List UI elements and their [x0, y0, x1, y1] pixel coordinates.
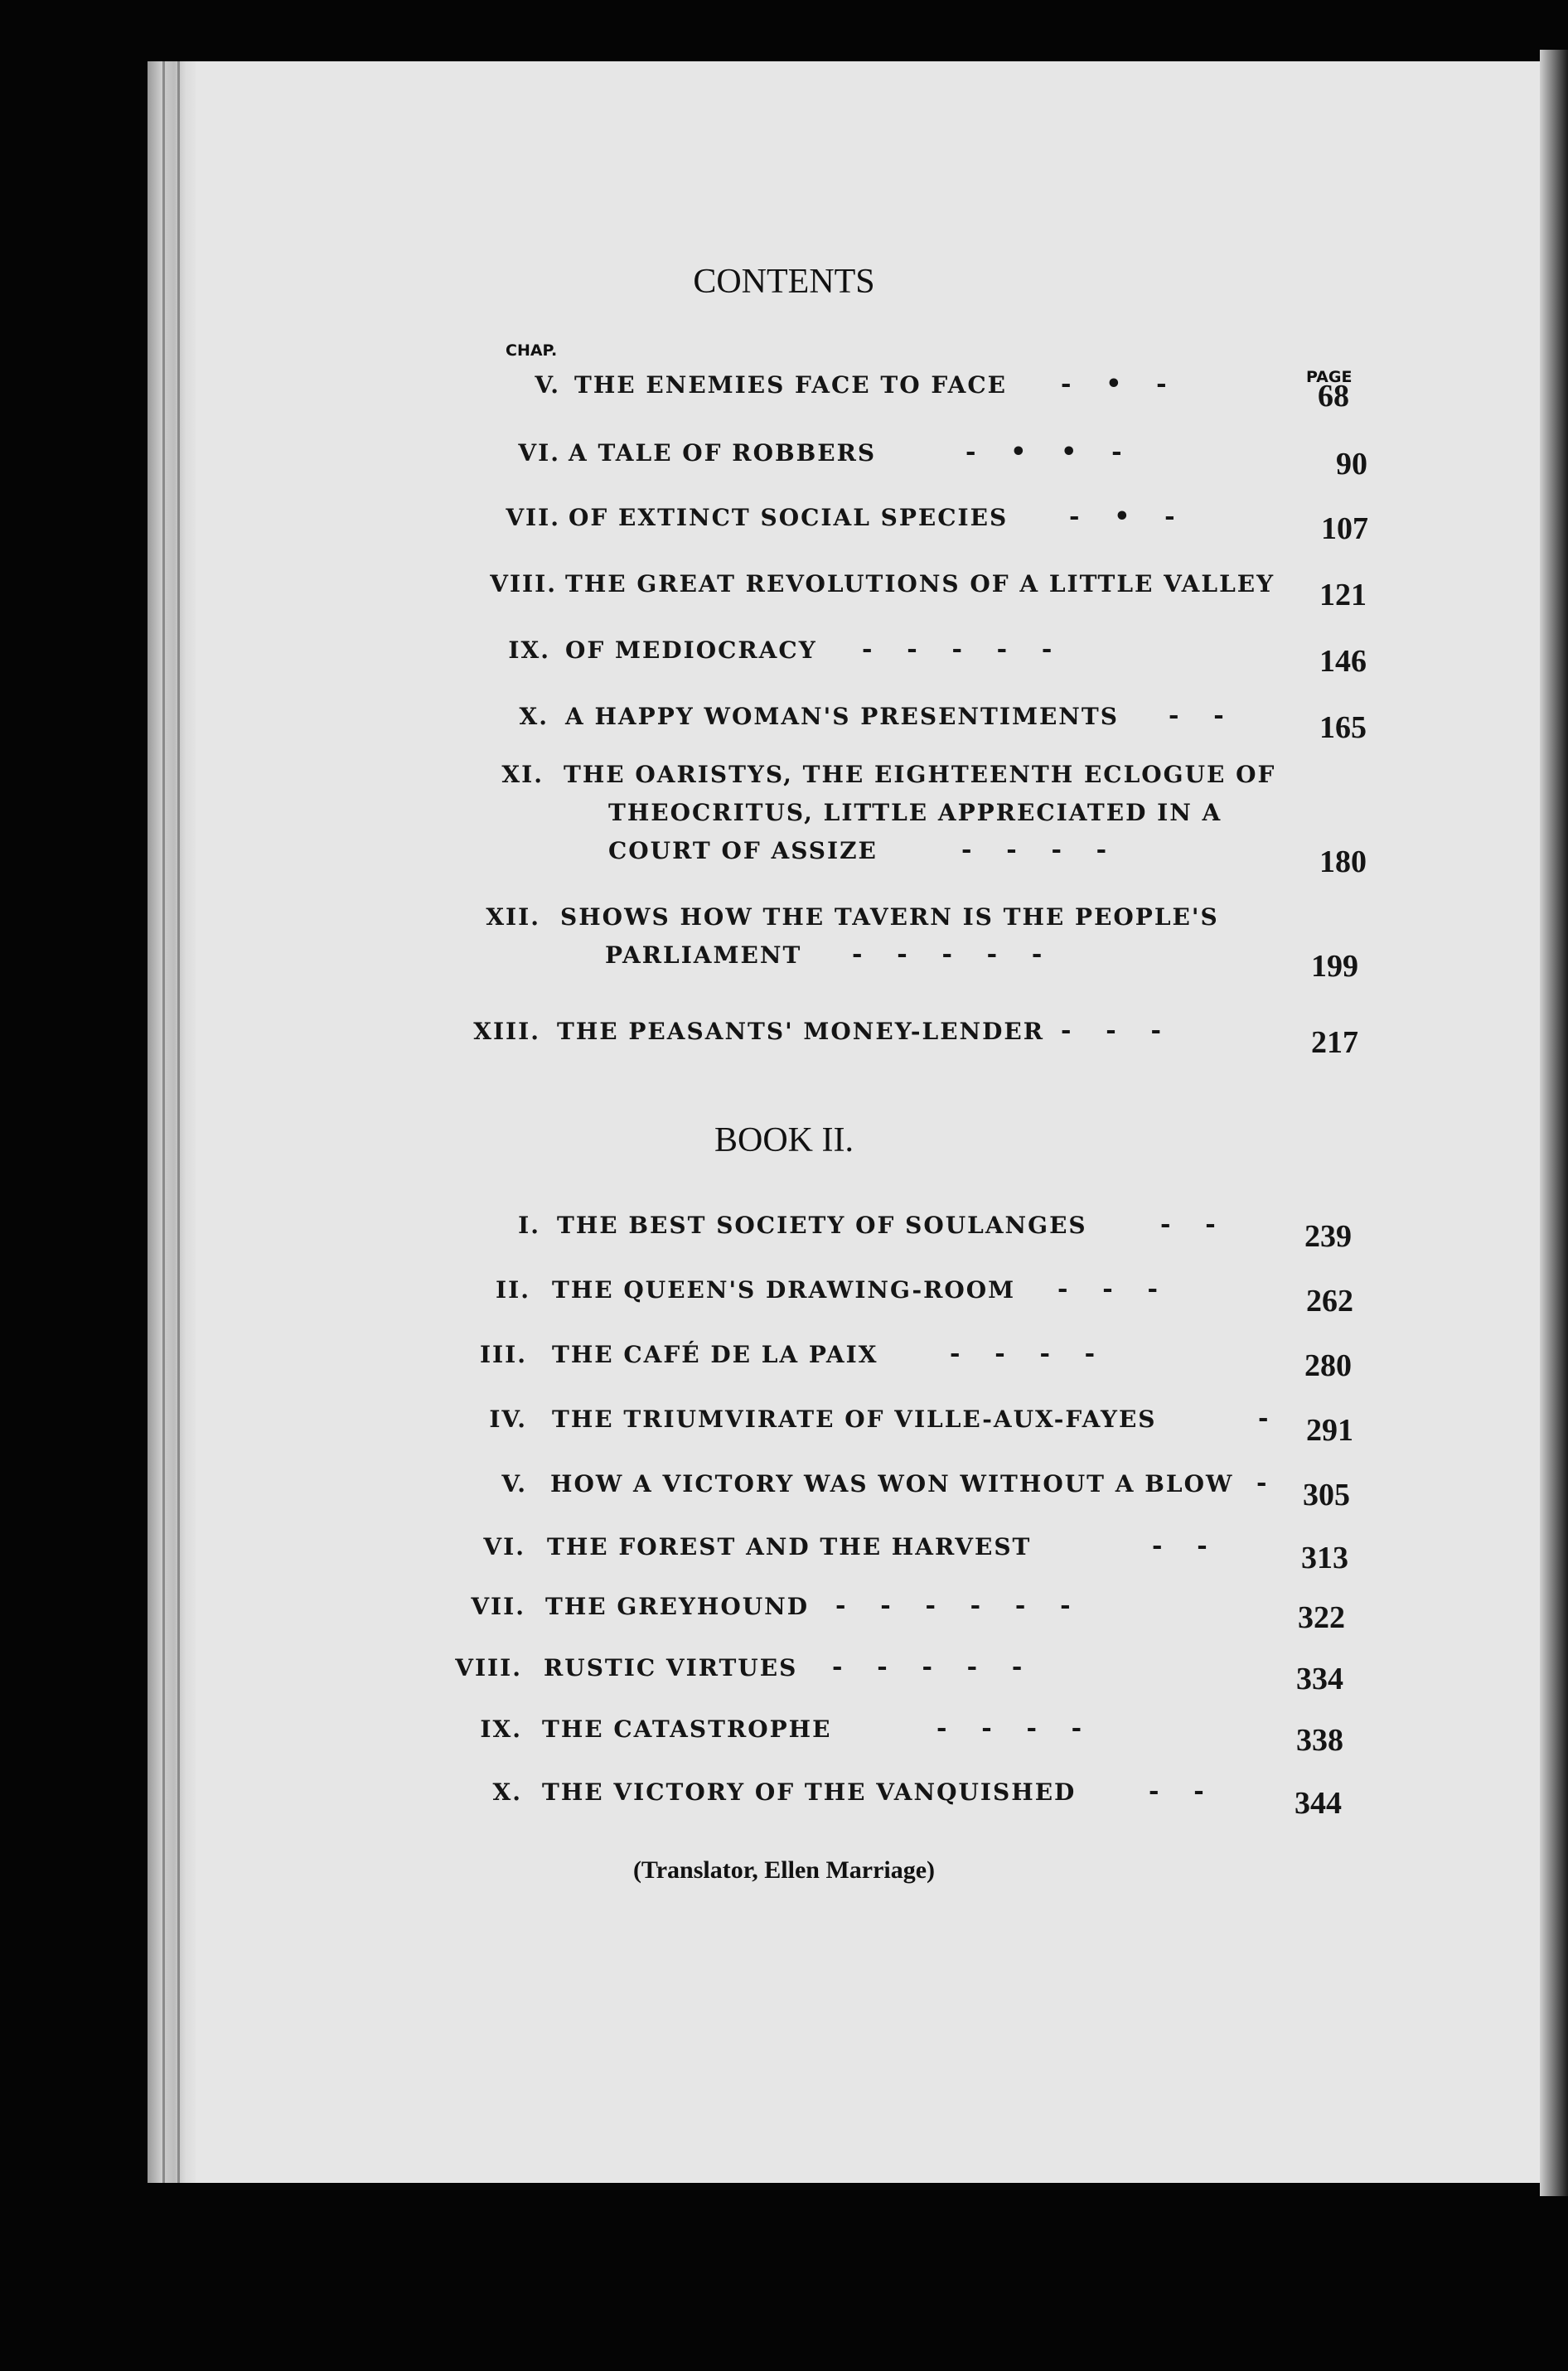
chapter-title: THE CATASTROPHE [542, 1715, 832, 1743]
page-number: 90 [1336, 447, 1367, 481]
dot-leader: - [1258, 1404, 1269, 1433]
page-number: 313 [1301, 1541, 1348, 1575]
chapter-number: V. [501, 1470, 527, 1498]
page-number: 334 [1296, 1662, 1343, 1696]
dot-leader: - - [1169, 701, 1224, 730]
dot-leader: - [1256, 1469, 1267, 1498]
dot-leader: - - - - [961, 835, 1107, 864]
page-number: 280 [1304, 1348, 1352, 1383]
chapter-title: RUSTIC VIRTUES [544, 1654, 798, 1681]
chapter-title: THE GREAT REVOLUTIONS OF A LITTLE VALLEY [565, 570, 1275, 598]
chapter-title: THE CAFÉ DE LA PAIX [552, 1341, 878, 1368]
page-number: 180 [1319, 844, 1367, 879]
dot-leader: - • • - [965, 438, 1122, 467]
chapter-title: THE VICTORY OF THE VANQUISHED [542, 1778, 1077, 1806]
chapter-title: THE TRIUMVIRATE OF VILLE-AUX-FAYES [552, 1406, 1157, 1433]
page-number: 199 [1311, 949, 1358, 984]
page-number: 107 [1321, 511, 1368, 546]
dot-leader: - • - [1069, 502, 1175, 531]
chapter-number: VIII. [490, 570, 557, 598]
page-number: 338 [1296, 1723, 1343, 1758]
chap-header: CHAP. [506, 341, 558, 360]
chapter-number: IX. [480, 1715, 522, 1743]
chapter-title: THE ENEMIES FACE TO FACE [574, 371, 1007, 399]
chapter-number: X. [519, 703, 549, 730]
dot-leader: - - - - [950, 1339, 1096, 1368]
page-number: 344 [1295, 1786, 1342, 1821]
page-number: 146 [1319, 644, 1367, 679]
contents-title: CONTENTS [693, 263, 875, 301]
page-number: 291 [1306, 1413, 1353, 1448]
chapter-number: III. [479, 1341, 527, 1368]
chapter-title: THE GREYHOUND [545, 1593, 810, 1620]
dot-leader: - - - - - [852, 940, 1043, 969]
dot-leader: - - - - [936, 1714, 1082, 1743]
translator-credit: (Translator, Ellen Marriage) [632, 1856, 936, 1884]
dot-leader: - • - [1061, 370, 1167, 399]
chapter-title: OF EXTINCT SOCIAL SPECIES [569, 504, 1009, 531]
page-header: PAGE [1306, 368, 1353, 386]
chapter-number: XII. [486, 903, 540, 931]
chapter-title: THE QUEEN'S DRAWING-ROOM [552, 1276, 1016, 1304]
chapter-title: SHOWS HOW THE TAVERN IS THE PEOPLE'S [560, 903, 1219, 931]
book-two-title: BOOK II. [714, 1121, 854, 1159]
dot-leader: - - - - - [862, 635, 1053, 664]
page-number: 68 [1318, 379, 1349, 414]
chapter-number: I. [518, 1212, 540, 1239]
chapter-number: VII. [506, 504, 560, 531]
page-number: 322 [1298, 1600, 1345, 1635]
dot-leader: - - - - - - [835, 1591, 1071, 1620]
dot-leader: - - - [1057, 1275, 1158, 1304]
page-number: 165 [1319, 710, 1367, 745]
page-number: 239 [1304, 1219, 1352, 1254]
page-number: 305 [1303, 1478, 1350, 1512]
page-number: 121 [1319, 578, 1367, 612]
chapter-title: A TALE OF ROBBERS [569, 439, 877, 467]
chapter-number: VI. [518, 439, 560, 467]
chapter-title: THE PEASANTS' MONEY-LENDER [557, 1018, 1045, 1045]
chapter-title: THE BEST SOCIETY OF SOULANGES [557, 1212, 1087, 1239]
page-number: 217 [1311, 1025, 1358, 1060]
chapter-number: V. [535, 371, 560, 399]
chapter-number: IX. [508, 636, 550, 664]
chapter-title: THEOCRITUS, LITTLE APPRECIATED IN A [608, 799, 1222, 826]
dot-leader: - - - - - [832, 1652, 1023, 1681]
chapter-title: PARLIAMENT [605, 941, 802, 969]
chapter-number: VI. [483, 1533, 525, 1561]
chapter-title: THE FOREST AND THE HARVEST [547, 1533, 1032, 1561]
page-number: 262 [1306, 1284, 1353, 1319]
dot-leader: - - [1160, 1210, 1216, 1239]
chapter-title: OF MEDIOCRACY [565, 636, 817, 664]
dot-leader: - - [1152, 1531, 1207, 1561]
chapter-number: XIII. [473, 1018, 540, 1045]
chapter-number: VII. [471, 1593, 525, 1620]
chapter-number: II. [496, 1276, 530, 1304]
chapter-title: A HAPPY WOMAN'S PRESENTIMENTS [565, 703, 1119, 730]
chapter-title: COURT OF ASSIZE [608, 837, 878, 864]
chapter-title: THE OARISTYS, THE EIGHTEENTH ECLOGUE OF [564, 761, 1276, 788]
chapter-number: IV. [489, 1406, 527, 1433]
chapter-number: VIII. [455, 1654, 522, 1681]
dot-leader: - - - [1061, 1016, 1161, 1045]
chapter-number: XI. [501, 761, 544, 788]
dot-leader: - - [1149, 1777, 1204, 1806]
chapter-number: X. [492, 1778, 522, 1806]
chapter-title: HOW A VICTORY WAS WON WITHOUT A BLOW [550, 1470, 1234, 1498]
